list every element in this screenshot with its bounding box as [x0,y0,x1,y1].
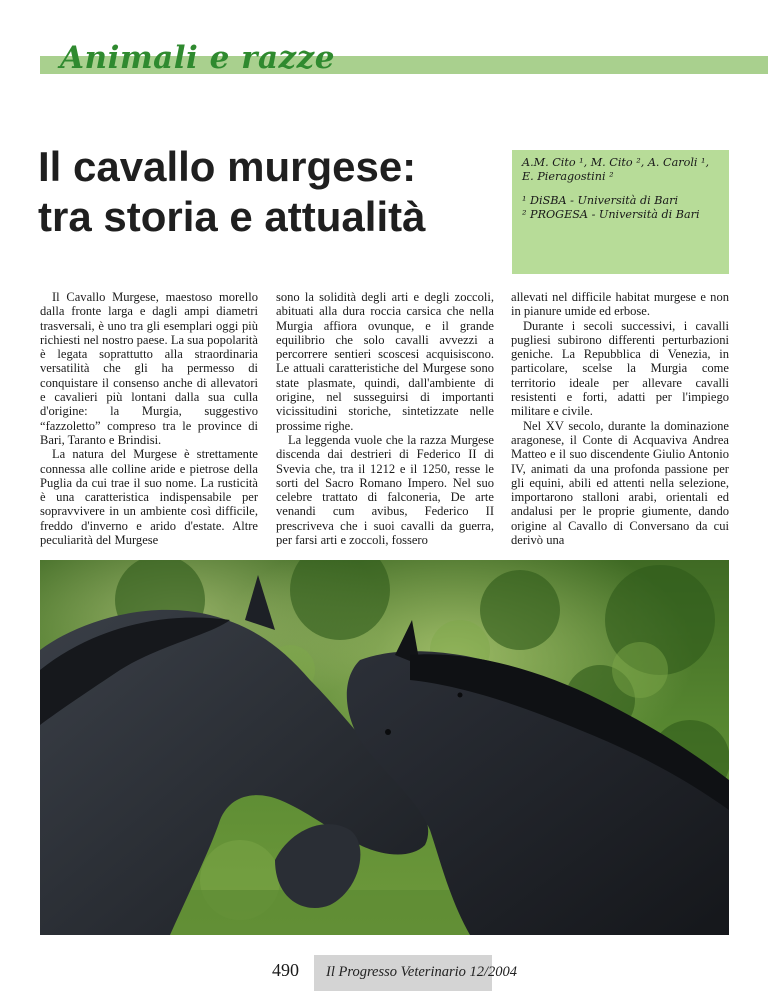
article-title-line-2: tra storia e attualità [38,193,426,240]
journal-footer [314,955,518,991]
paragraph: La leggenda vuole che la razza Murgese discenda dai destrieri di Federico II di Svevia che, tra il 1212 e il 1250, resse le sorti del Sacro Romano Impero. Nel suo celebre trattato di falconeria, De arte venandi cum avibus, Federico II prescriveva che i suoi cavalli da guerra, per farsi arti e zoccoli, fossero [276,432,494,548]
body-column-3 [511,290,729,547]
section-header [40,40,768,80]
paragraph: allevati nel difficile habitat murgese e non in pianure umide ed erbose. [511,290,729,319]
article-title [38,142,508,242]
paragraph: Durante i secoli successivi, i cavalli pugliesi subirono differenti perturbazioni geniche. La Repubblica di Venezia, in particolare, scelse la Murgia come territorio ideale per allevare cavalli resistenti e forti, adatti per l'impiego militare e civile. [511,318,729,419]
section-title: Animali e razze [60,40,335,76]
affiliation-2: ² PROGESA - Università di Bari [522,208,700,221]
authors-names-line-1: A.M. Cito ¹, M. Cito ², A. Caroli ¹, [522,156,710,169]
journal-name: Il Progresso Veterinario 12/2004 [326,964,518,980]
body-column-2 [276,290,494,547]
paragraph: Nel XV secolo, durante la dominazione aragonese, il Conte di Acquaviva Andrea Matteo e il suo discendente Giulio Antonio IV, animati da una profonda passione per gli equini, abili ed attenti nella selezione, importarono stalloni arabi, orientali ed andalusi per le proprie giumente, dando origine al Cavallo di Conversano da cui derivò una [511,418,729,548]
authors-names-line-2: E. Pieragostini ² [522,170,614,183]
page-number: 490 [272,960,299,980]
paragraph: Il Cavallo Murgese, maestoso morello dalla fronte larga e dagli ampi diametri trasversali, è uno tra gli esemplari oggi più richiesti nel nostro paese. La sua popolarità è legata soprattutto alla straordinaria versatilità che gli ha permesso di conquistare il consenso anche di allevatori e cavalieri più lontani dalla sua culla d'origine: la Murgia, suggestivo “fazzoletto” compreso tra le province di Bari, Taranto e Brindisi. [40,290,258,447]
horses-photo-illustration [40,560,729,935]
affiliation-1: ¹ DiSBA - Università di Bari [522,194,679,207]
authors-box [512,150,729,274]
paragraph: La natura del Murgese è strettamente connessa alle colline aride e pietrose della Puglia da cui trae il suo nome. La rusticità è una caratteristica indispensabile per sopravvivere in un ambiente così difficile, freddo d'inverno e arido d'estate. Altre peculiarità del Murgese [40,447,258,548]
paragraph: sono la solidità degli arti e degli zoccoli, abituati alla dura roccia carsica che nella Murgia affiora ovunque, e il grande equilibrio che solo cavalli avvezzi a percorrere sentieri scoscesi acquisiscono. Le attuali caratteristiche del Murgese sono state plasmate, quindi, dall'ambiente di origine, nel susseguirsi di importanti vicissitudini storiche, sintetizzate nelle prossime righe. [276,290,494,433]
body-column-1 [40,290,258,547]
horses-photo [40,560,729,935]
article-title-line-1: Il cavallo murgese: [38,143,417,190]
